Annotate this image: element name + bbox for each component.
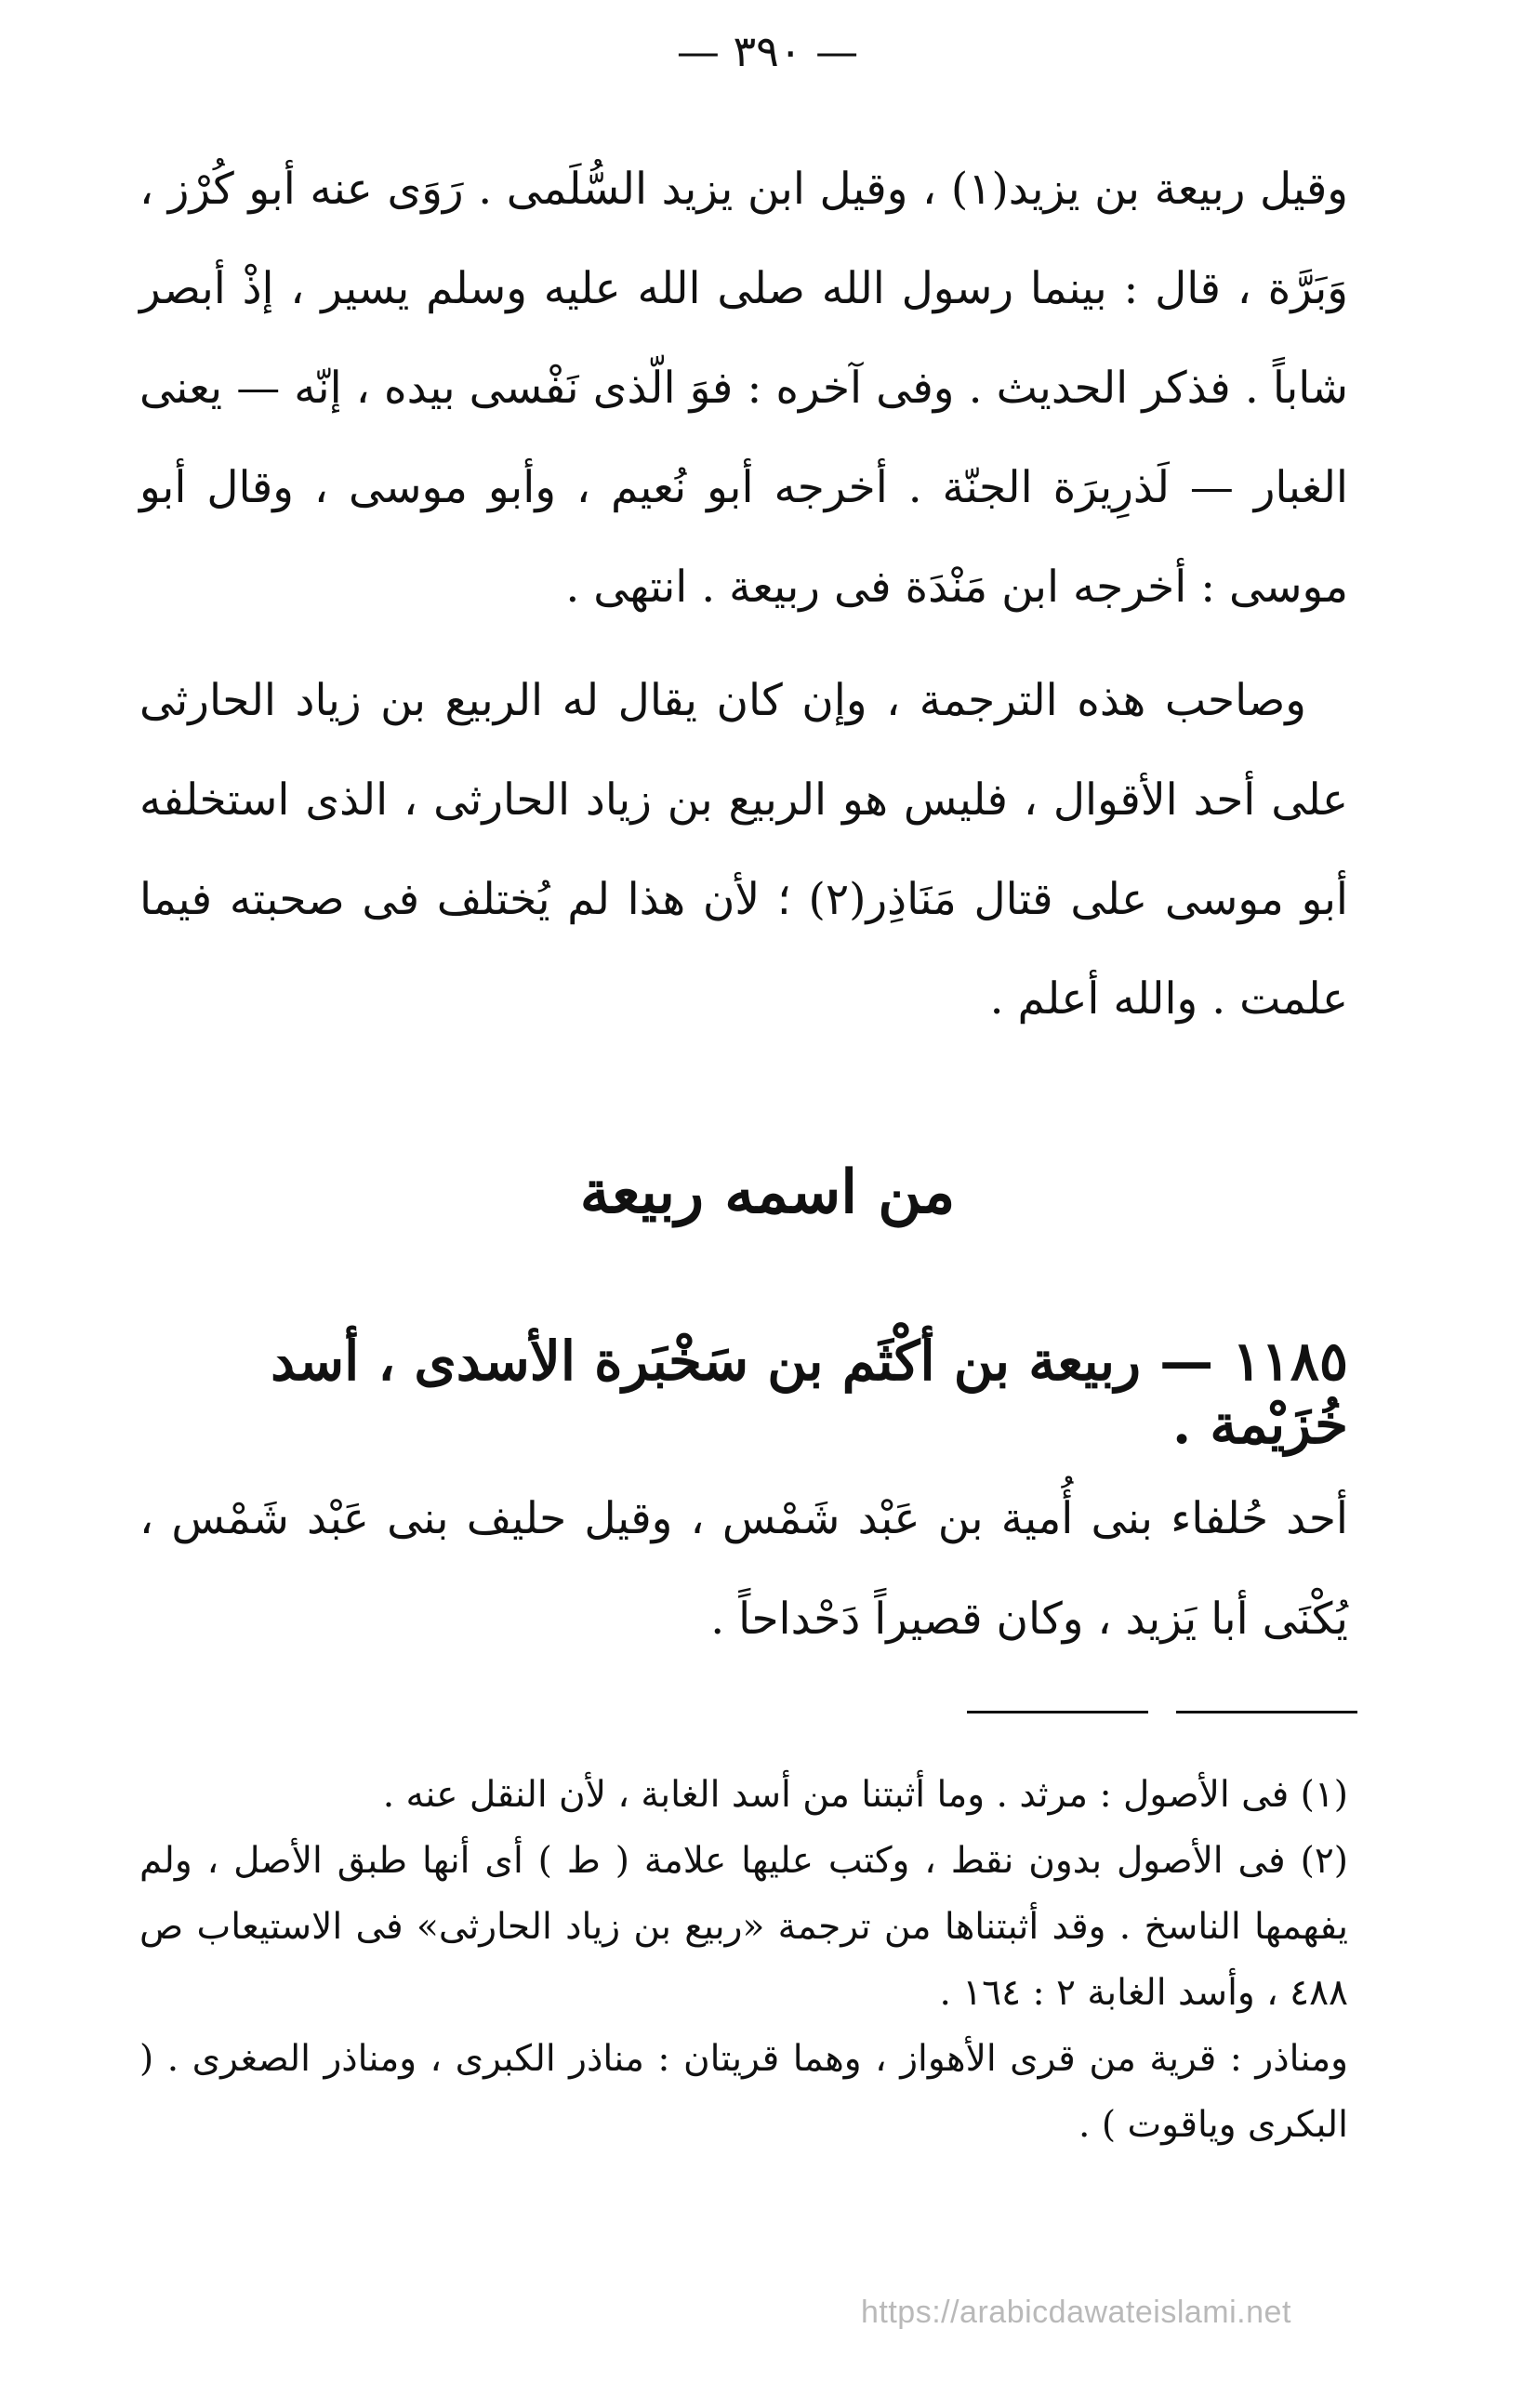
section-heading: من اسمه ربيعة — [579, 1158, 956, 1227]
paragraph-commentary — [139, 651, 1348, 1049]
footnote-2: (٢) فى الأصول بدون نقط ، وكتب عليها علامة ( ط ) أى أنها طبق الأصل ، ولم يفهمها الناسخ . وقد أثبتناها من ترجمة «ربيع بن زياد الحارثى» فى الاستيعاب ص ٤٨٨ ، وأسد الغابة ٢ : ١٦٤ . — [139, 1840, 1349, 2014]
paragraph-narration — [139, 139, 1348, 637]
paragraph-text: وصاحب هذه الترجمة ، وإن كان يقال له الربيع بن زياد الحارثى على أحد الأقوال ، فليس هو الربيع بن زياد الحارثى ، الذى استخلفه أبو موسى على قتال مَنَاذِر(٢) ؛ لأن هذا لم يُختلف فى صحبته فيما علمت . والله أعلم . — [139, 675, 1348, 1025]
footnote-1: (١) فى الأصول : مرثد . وما أثبتنا من أسد الغابة ، لأن النقل عنه . — [382, 1774, 1348, 1816]
entry-text: أحد حُلفاء بنى أُمية بن عَبْد شَمْس ، وقيل حليف بنى عَبْد شَمْس ، يُكْنَى أبا يَزيد ، وكان قصيراً دَحْداحاً . — [139, 1493, 1348, 1645]
paragraph-text: وقيل ربيعة بن يزيد(١) ، وقيل ابن يزيد السُّلَمى . رَوَى عنه أبو كُرْز ، وَبَرَّة ، قال : بينما رسول الله صلى الله عليه وسلم يسير ، إذْ أبصر شاباً . فذكر الحديث . وفى آخره : فوَ الّذى نَفْسى بيده ، إنّه — يعنى الغبار — لَذرِيرَة الجنّة . أخرجه أبو نُعيم ، وأبو موسى ، وقال أبو موسى : أخرجه ابن مَنْدَة فى ربيعة . انتهى . — [139, 164, 1348, 613]
footnote-divider — [1176, 1711, 1357, 1713]
page-number: — ٣٩٠ — — [676, 26, 859, 76]
entry-heading: ١١٨٥ — ربيعة بن أكْثَم بن سَخْبَرة الأسدى ، أسد خُزَيْمة . — [271, 1330, 1348, 1456]
footnotes — [139, 1762, 1348, 2158]
footnote-divider — [967, 1711, 1148, 1713]
watermark-url: https://arabicdawateislami.net — [861, 2295, 1291, 2330]
footnote-2-continuation: ومناذر : قرية من قرى الأهواز ، وهما قريتان : مناذر الكبرى ، ومناذر الصغرى . ( البكرى وياقوت ) . — [139, 2038, 1348, 2146]
entry-body — [139, 1469, 1348, 1670]
